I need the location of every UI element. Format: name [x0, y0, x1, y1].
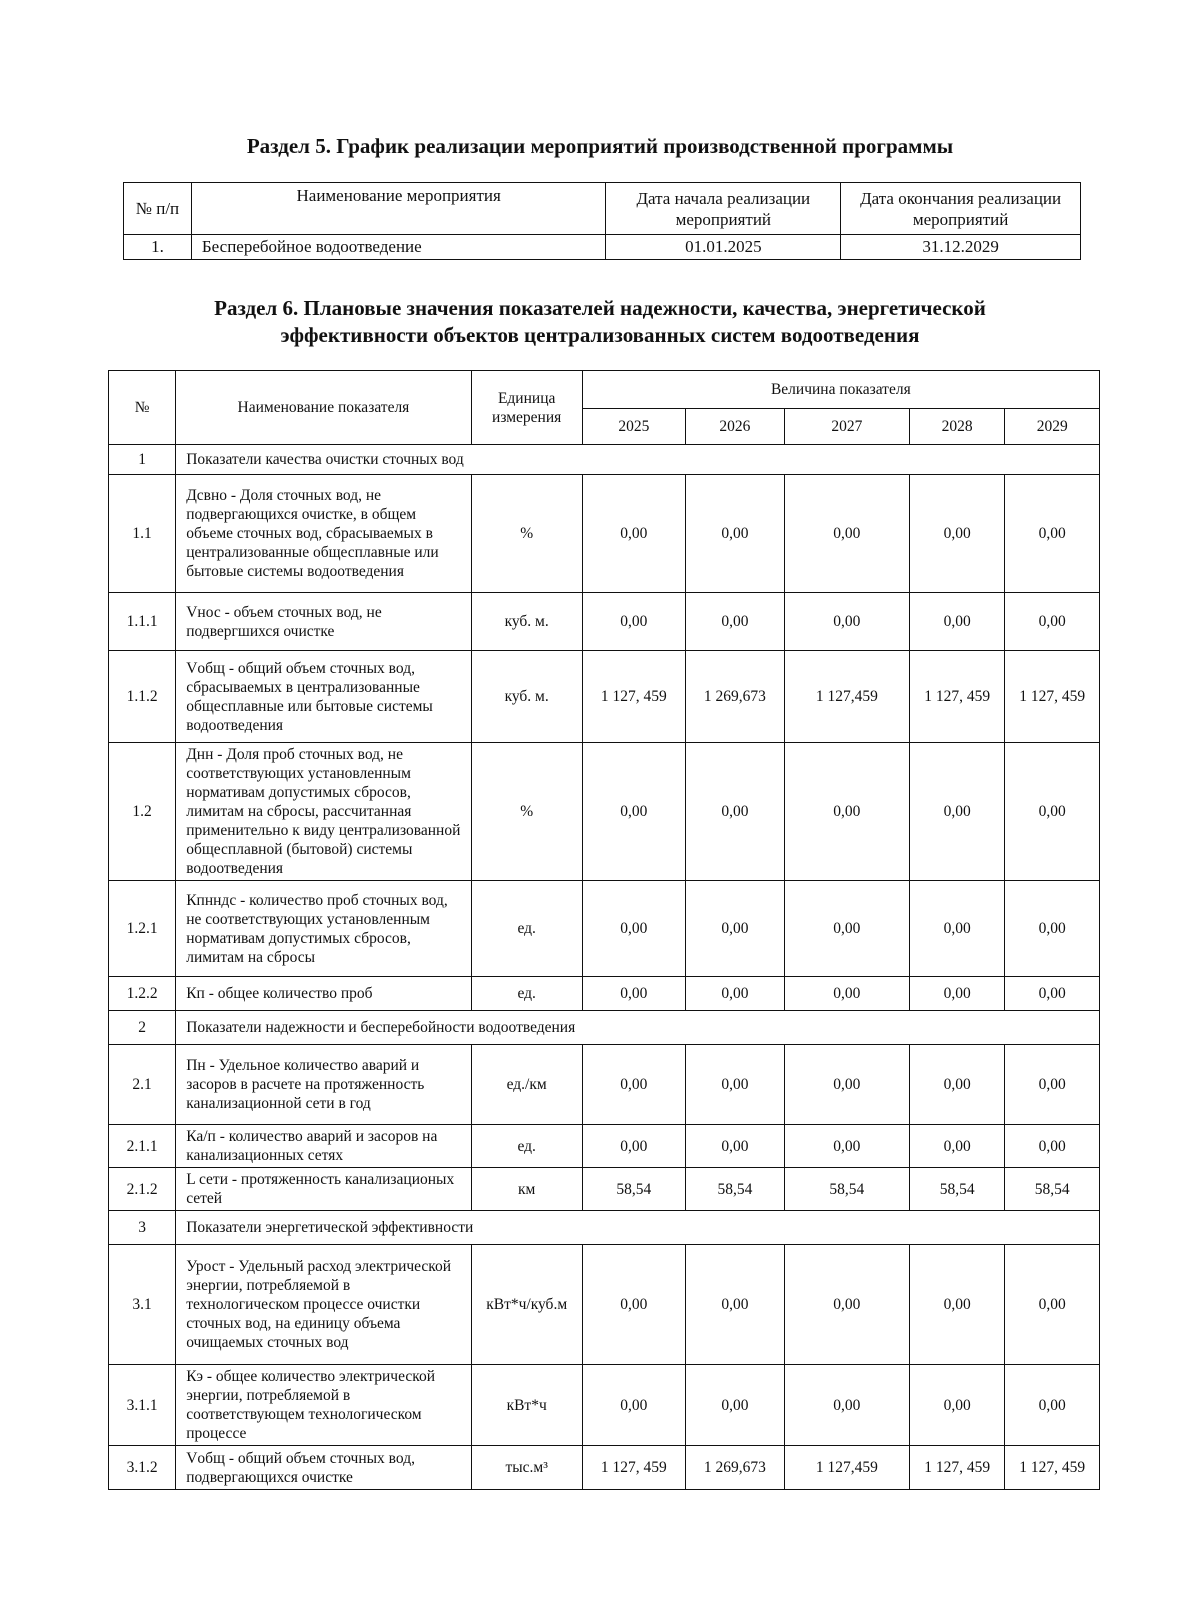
indicator-value-2028: 0,00 [909, 593, 1005, 651]
indicator-value-2027: 1 127,459 [784, 651, 909, 743]
indicator-value-2026: 1 269,673 [685, 651, 784, 743]
schedule-table [123, 182, 1081, 260]
indicator-name: Vобщ - общий объем сточных вод, сбрасываемых в централизованные общесплавные или бытовые системы водоотведения [176, 651, 471, 743]
indicator-value-2028: 0,00 [909, 1125, 1005, 1168]
table-row [109, 1125, 1100, 1168]
group-row [109, 445, 1100, 475]
indicator-value-2026: 0,00 [685, 1045, 784, 1125]
group-title: Показатели качества очистки сточных вод [176, 445, 1100, 475]
table-row [109, 881, 1100, 977]
indicator-value-2028: 58,54 [909, 1168, 1005, 1211]
indicator-value-2028: 0,00 [909, 475, 1005, 593]
indicators-header-row-1 [109, 371, 1100, 409]
indicator-num: 1.2 [109, 743, 176, 881]
group-num: 3 [109, 1211, 176, 1245]
indicators-header-num: № [109, 371, 176, 445]
group-title: Показатели энергетической эффективности [176, 1211, 1100, 1245]
indicator-name: Vобщ - общий объем сточных вод, подвергающихся очистке [176, 1446, 471, 1490]
indicator-num: 2.1.2 [109, 1168, 176, 1211]
indicator-name: Кэ - общее количество электрической энергии, потребляемой в соответствующем технологическом процессе [176, 1365, 471, 1446]
indicator-value-2025: 0,00 [582, 593, 685, 651]
group-num: 2 [109, 1011, 176, 1045]
indicator-name: Ка/п - количество аварий и засоров на канализационных сетях [176, 1125, 471, 1168]
schedule-header-row [124, 183, 1081, 235]
indicator-name: Днн - Доля проб сточных вод, не соответствующих установленным нормативам допустимых сбросов, лимитам на сбросы, рассчитанная применительно к виду централизованной общесплавной (бытовой) системы водоотведения [176, 743, 471, 881]
indicator-value-2025: 0,00 [582, 977, 685, 1011]
section-6-title [100, 295, 1100, 349]
indicator-value-2027: 0,00 [784, 1245, 909, 1365]
indicator-value-2029: 0,00 [1005, 475, 1100, 593]
indicator-value-2027: 0,00 [784, 1365, 909, 1446]
group-title: Показатели надежности и бесперебойности водоотведения [176, 1011, 1100, 1045]
indicator-value-2027: 0,00 [784, 1045, 909, 1125]
indicator-num: 1.1.1 [109, 593, 176, 651]
indicator-value-2027: 0,00 [784, 743, 909, 881]
indicator-value-2025: 58,54 [582, 1168, 685, 1211]
indicators-header-name: Наименование показателя [176, 371, 471, 445]
indicator-unit: ед./км [471, 1045, 582, 1125]
indicator-value-2026: 0,00 [685, 881, 784, 977]
indicator-value-2029: 0,00 [1005, 1125, 1100, 1168]
indicator-num: 2.1.1 [109, 1125, 176, 1168]
indicator-num: 1.1 [109, 475, 176, 593]
year-header: 2027 [784, 409, 909, 445]
section-6-title-line-1: Раздел 6. Плановые значения показателей надежности, качества, энергетической [214, 296, 986, 320]
schedule-row-start: 01.01.2025 [606, 235, 841, 260]
indicator-value-2028: 0,00 [909, 1365, 1005, 1446]
indicator-name: Кп - общее количество проб [176, 977, 471, 1011]
section-6-title-line-2: эффективности объектов централизованных систем водоотведения [280, 323, 920, 347]
table-row [109, 743, 1100, 881]
year-header: 2028 [909, 409, 1005, 445]
indicator-num: 1.2.2 [109, 977, 176, 1011]
indicator-num: 3.1 [109, 1245, 176, 1365]
table-row [109, 593, 1100, 651]
indicator-value-2027: 0,00 [784, 881, 909, 977]
indicator-value-2027: 1 127,459 [784, 1446, 909, 1490]
table-row [109, 1245, 1100, 1365]
indicator-unit: тыс.м³ [471, 1446, 582, 1490]
indicator-unit: % [471, 743, 582, 881]
schedule-row-end: 31.12.2029 [841, 235, 1081, 260]
indicator-value-2027: 0,00 [784, 475, 909, 593]
indicator-value-2026: 0,00 [685, 1245, 784, 1365]
indicator-value-2025: 0,00 [582, 1365, 685, 1446]
year-header: 2026 [685, 409, 784, 445]
indicator-value-2029: 0,00 [1005, 881, 1100, 977]
schedule-row-num: 1. [124, 235, 192, 260]
indicator-name: Урост - Удельный расход электрической энергии, потребляемой в технологическом процессе очистки сточных вод, на единицу объема очищаемых сточных вод [176, 1245, 471, 1365]
indicator-value-2029: 0,00 [1005, 743, 1100, 881]
table-row [109, 1365, 1100, 1446]
indicator-value-2029: 1 127, 459 [1005, 651, 1100, 743]
indicator-unit: км [471, 1168, 582, 1211]
indicator-name: Vнос - объем сточных вод, не подвергшихся очистке [176, 593, 471, 651]
indicator-value-2026: 0,00 [685, 743, 784, 881]
indicator-value-2027: 58,54 [784, 1168, 909, 1211]
indicator-value-2028: 0,00 [909, 743, 1005, 881]
table-row [109, 1045, 1100, 1125]
indicator-value-2029: 1 127, 459 [1005, 1446, 1100, 1490]
schedule-header-start: Дата начала реализации мероприятий [606, 183, 841, 235]
indicator-value-2026: 0,00 [685, 1125, 784, 1168]
indicator-unit: % [471, 475, 582, 593]
indicator-name: Пн - Удельное количество аварий и засоров в расчете на протяженность канализационной сети в год [176, 1045, 471, 1125]
indicator-value-2027: 0,00 [784, 593, 909, 651]
schedule-header-name: Наименование мероприятия [191, 183, 606, 235]
indicator-num: 3.1.2 [109, 1446, 176, 1490]
group-row [109, 1011, 1100, 1045]
indicator-value-2026: 0,00 [685, 593, 784, 651]
section-5-title: Раздел 5. График реализации мероприятий производственной программы [246, 134, 954, 158]
table-row [109, 1446, 1100, 1490]
indicator-value-2029: 58,54 [1005, 1168, 1100, 1211]
indicator-value-2028: 1 127, 459 [909, 651, 1005, 743]
table-row [109, 475, 1100, 593]
table-row [124, 235, 1081, 260]
indicator-value-2025: 0,00 [582, 1045, 685, 1125]
indicator-value-2028: 0,00 [909, 881, 1005, 977]
indicator-value-2025: 1 127, 459 [582, 651, 685, 743]
indicator-value-2026: 0,00 [685, 1365, 784, 1446]
indicator-value-2029: 0,00 [1005, 1045, 1100, 1125]
indicator-value-2029: 0,00 [1005, 593, 1100, 651]
indicator-value-2025: 0,00 [582, 1245, 685, 1365]
indicator-unit: ед. [471, 977, 582, 1011]
indicator-value-2026: 0,00 [685, 977, 784, 1011]
indicator-value-2026: 58,54 [685, 1168, 784, 1211]
indicator-unit: ед. [471, 1125, 582, 1168]
indicator-value-2028: 0,00 [909, 1245, 1005, 1365]
indicator-num: 1.2.1 [109, 881, 176, 977]
indicator-num: 3.1.1 [109, 1365, 176, 1446]
schedule-row-name: Бесперебойное водоотведение [191, 235, 606, 260]
indicator-value-2027: 0,00 [784, 1125, 909, 1168]
indicator-value-2029: 0,00 [1005, 977, 1100, 1011]
indicator-unit: ед. [471, 881, 582, 977]
indicator-unit: куб. м. [471, 651, 582, 743]
indicator-value-2027: 0,00 [784, 977, 909, 1011]
indicator-num: 2.1 [109, 1045, 176, 1125]
indicator-value-2025: 1 127, 459 [582, 1446, 685, 1490]
indicator-name: Кпнндс - количество проб сточных вод, не соответствующих установленным нормативам допустимых сбросов, лимитам на сбросы [176, 881, 471, 977]
schedule-header-end: Дата окончания реализации мероприятий [841, 183, 1081, 235]
table-row [109, 977, 1100, 1011]
table-row [109, 1168, 1100, 1211]
year-header: 2025 [582, 409, 685, 445]
indicator-value-2025: 0,00 [582, 881, 685, 977]
indicator-unit: куб. м. [471, 593, 582, 651]
indicators-header-value-group: Величина показателя [582, 371, 1099, 409]
indicator-num: 1.1.2 [109, 651, 176, 743]
indicator-value-2028: 0,00 [909, 977, 1005, 1011]
group-num: 1 [109, 445, 176, 475]
indicator-name: L сети - протяженность канализационых сетей [176, 1168, 471, 1211]
indicator-value-2025: 0,00 [582, 1125, 685, 1168]
indicator-value-2028: 0,00 [909, 1045, 1005, 1125]
indicator-value-2026: 1 269,673 [685, 1446, 784, 1490]
indicators-header-unit: Единица измерения [471, 371, 582, 445]
indicator-value-2029: 0,00 [1005, 1365, 1100, 1446]
year-header: 2029 [1005, 409, 1100, 445]
indicator-value-2026: 0,00 [685, 475, 784, 593]
indicator-value-2028: 1 127, 459 [909, 1446, 1005, 1490]
group-row [109, 1211, 1100, 1245]
table-row [109, 651, 1100, 743]
indicators-table [108, 370, 1100, 1490]
indicator-value-2025: 0,00 [582, 743, 685, 881]
indicator-value-2025: 0,00 [582, 475, 685, 593]
indicator-unit: кВт*ч/куб.м [471, 1245, 582, 1365]
indicator-unit: кВт*ч [471, 1365, 582, 1446]
schedule-header-num: № п/п [124, 183, 192, 235]
indicator-value-2029: 0,00 [1005, 1245, 1100, 1365]
indicator-name: Дсвно - Доля сточных вод, не подвергающихся очистке, в общем объеме сточных вод, сбрасываемых в централизованные общесплавные или бытовые системы водоотведения [176, 475, 471, 593]
